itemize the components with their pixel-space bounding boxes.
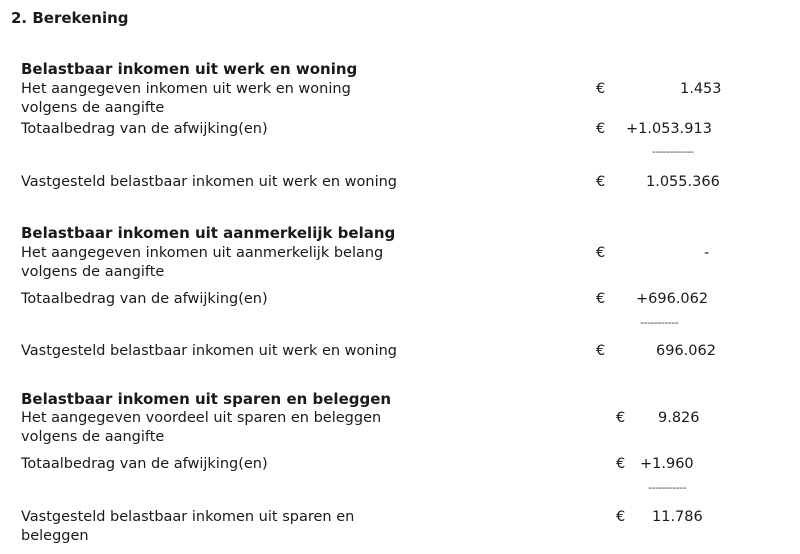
section-heading-sparen-beleggen: Belastbaar inkomen uit sparen en beleggen: [21, 390, 392, 408]
row-label-line: volgens de aangifte: [21, 100, 165, 116]
row-label-line: Vastgesteld belastbaar inkomen uit werk en woning: [21, 343, 398, 359]
row-label-line: Vastgesteld belastbaar inkomen uit werk en woning: [21, 174, 398, 190]
row-label-line: Vastgesteld belastbaar inkomen uit sparen en: [21, 509, 355, 525]
currency-symbol: €: [596, 291, 606, 307]
amount-value: +696.062: [636, 291, 709, 307]
currency-symbol: €: [596, 343, 606, 359]
currency-symbol: €: [616, 456, 626, 472]
row-label-line: beleggen: [21, 528, 89, 544]
amount-value: +1.053.913: [626, 121, 712, 137]
row-label-line: Het aangegeven inkomen uit aanmerkelijk belang: [21, 245, 384, 261]
sum-separator: -----------: [648, 481, 687, 494]
sum-separator: -----------: [640, 316, 679, 329]
row-label-line: volgens de aangifte: [21, 264, 165, 280]
amount-value: 1.453: [680, 81, 722, 97]
row-label-line: Totaalbedrag van de afwijking(en): [21, 121, 268, 137]
currency-symbol: €: [596, 245, 606, 261]
currency-symbol: €: [596, 174, 606, 190]
currency-symbol: €: [596, 81, 606, 97]
currency-symbol: €: [616, 410, 626, 426]
row-label-line: volgens de aangifte: [21, 429, 165, 445]
amount-value: +1.960: [640, 456, 694, 472]
page-title: 2. Berekening: [11, 9, 129, 27]
row-label-line: Het aangegeven voordeel uit sparen en beleggen: [21, 410, 382, 426]
row-label-line: Het aangegeven inkomen uit werk en woning: [21, 81, 351, 97]
currency-symbol: €: [616, 509, 626, 525]
row-label-line: Totaalbedrag van de afwijking(en): [21, 456, 268, 472]
amount-value: 9.826: [658, 410, 700, 426]
amount-value: 11.786: [652, 509, 703, 525]
amount-value: -: [704, 245, 710, 261]
section-heading-aanmerkelijk-belang: Belastbaar inkomen uit aanmerkelijk belang: [21, 224, 396, 242]
currency-symbol: €: [596, 121, 606, 137]
row-label-line: Totaalbedrag van de afwijking(en): [21, 291, 268, 307]
amount-value: 696.062: [656, 343, 716, 359]
sum-separator: ------------: [652, 145, 694, 158]
section-heading-werk-woning: Belastbaar inkomen uit werk en woning: [21, 60, 358, 78]
amount-value: 1.055.366: [646, 174, 720, 190]
